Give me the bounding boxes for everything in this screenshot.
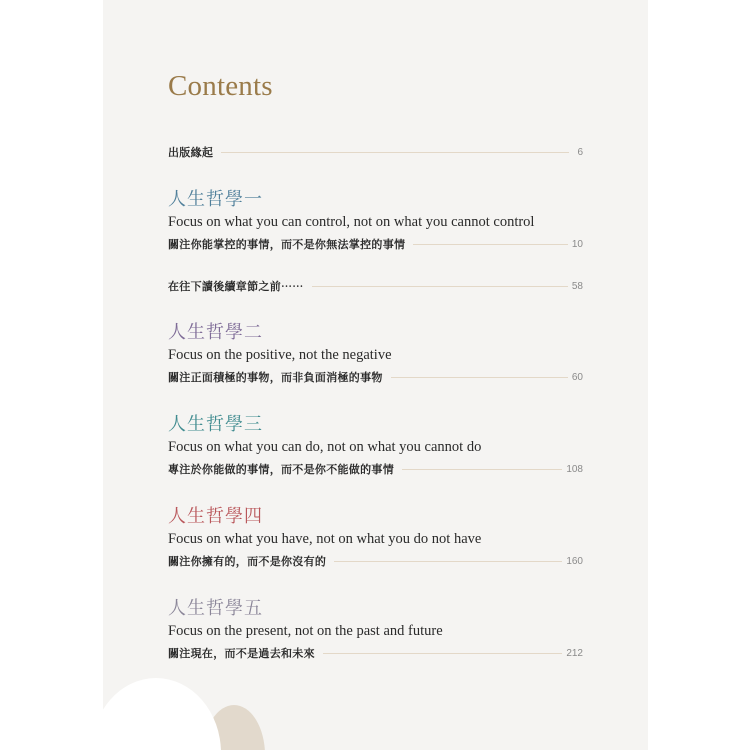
section-heading-1: 人生哲學一	[168, 189, 263, 210]
section-english-title-1: Focus on what you can control, not on what you cannot control	[168, 214, 535, 230]
page-number: 60	[571, 371, 583, 383]
dotted-leader	[334, 561, 562, 562]
toc-entry-label: 關注現在，而不是過去和未來	[168, 647, 315, 660]
dotted-leader	[221, 152, 569, 153]
decorative-white-circle	[103, 678, 221, 750]
section-english-title-4: Focus on what you have, not on what you do not have	[168, 531, 482, 547]
section-heading-2: 人生哲學二	[168, 322, 263, 343]
contents-page	[103, 0, 648, 750]
toc-entry-section-3[interactable]	[168, 461, 583, 477]
toc-entry-label: 關注正面積極的事物，而非負面消極的事物	[168, 371, 383, 384]
toc-entry-label: 關注你擁有的，而不是你沒有的	[168, 555, 327, 568]
toc-entry-label: 出版緣起	[168, 146, 214, 159]
page-title: Contents	[168, 70, 273, 102]
dotted-leader	[391, 377, 568, 378]
dotted-leader	[413, 244, 568, 245]
page-number: 108	[566, 463, 583, 475]
toc-entry-interlude[interactable]	[168, 278, 583, 294]
toc-entry-label: 在往下讀後續章節之前⋯⋯	[168, 280, 304, 293]
toc-entry-section-2[interactable]	[168, 369, 583, 385]
dotted-leader	[402, 469, 562, 470]
page-number: 6	[577, 146, 583, 158]
page-number: 10	[571, 238, 583, 250]
section-heading-3: 人生哲學三	[168, 414, 263, 435]
toc-entry-label: 專注於你能做的事情，而不是你不能做的事情	[168, 463, 394, 476]
toc-entry-preface[interactable]	[168, 144, 583, 160]
section-english-title-2: Focus on the positive, not the negative	[168, 347, 392, 363]
dotted-leader	[323, 653, 562, 654]
page-number: 160	[566, 555, 583, 567]
section-english-title-5: Focus on the present, not on the past and future	[168, 623, 443, 639]
page-number: 212	[566, 647, 583, 659]
toc-entry-section-1[interactable]	[168, 236, 583, 252]
toc-entry-label: 關注你能掌控的事情，而不是你無法掌控的事情	[168, 238, 406, 251]
toc-entry-section-4[interactable]	[168, 553, 583, 569]
dotted-leader	[312, 286, 568, 287]
section-heading-4: 人生哲學四	[168, 506, 263, 527]
section-english-title-3: Focus on what you can do, not on what you cannot do	[168, 439, 482, 455]
section-heading-5: 人生哲學五	[168, 598, 263, 619]
toc-entry-section-5[interactable]	[168, 645, 583, 661]
page-number: 58	[571, 280, 583, 292]
